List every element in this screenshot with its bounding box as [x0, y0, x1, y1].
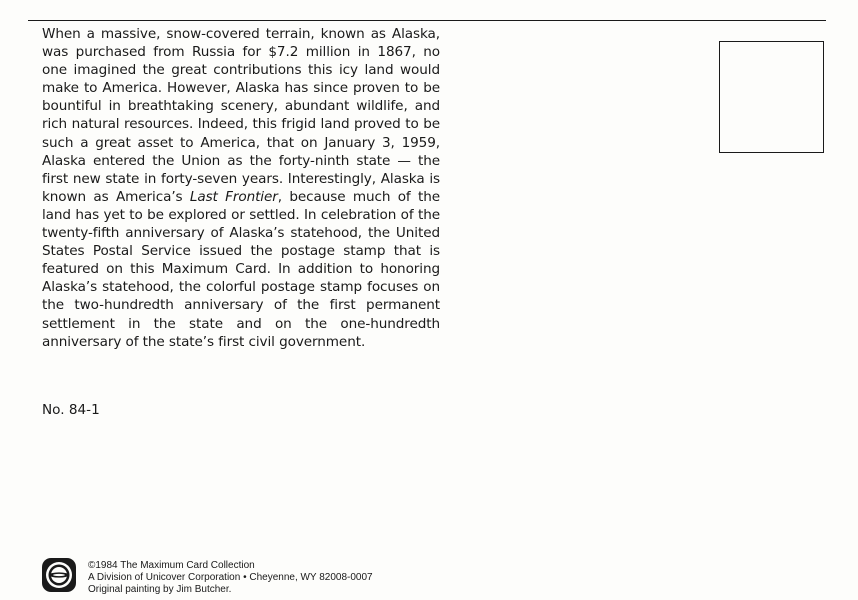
logo-graphic	[42, 558, 76, 592]
maximum-card-logo-icon	[42, 558, 76, 592]
card-number: No. 84-1	[42, 402, 100, 418]
stamp-placement-box	[719, 41, 824, 153]
copyright-line: ©1984 The Maximum Card Collection	[88, 560, 255, 571]
description-text	[42, 25, 440, 351]
description-emphasis: Last Frontier	[189, 188, 278, 205]
top-divider-line	[28, 20, 826, 21]
painting-credit-line: Original painting by Jim Butcher.	[88, 584, 232, 595]
description-part-2: , because much of the land has yet to be explored or settled. In celebration of the twenty-fifth anniversary of Alaska’s statehood, the United States Postal Service issued the postage stamp that is featured on this Maximum Card. In addition to honoring Alaska’s statehood, the colorful postage stamp focuses on the two-hundredth anniversary of the first permanent settlement in the state and on the one-hundredth anniversary of the state’s first civil government.	[42, 188, 440, 350]
publisher-credits	[88, 560, 373, 596]
description-part-1: When a massive, snow-covered terrain, known as Alaska, was purchased from Russia for $7.2 million in 1867, no one imagined the great contributions this icy land would make to America. However, Alaska has since proven to be bountiful in breathtaking scenery, abundant wildlife, and rich natural resources. Indeed, this frigid land proved to be such a great asset to America, that on January 3, 1959, Alaska entered the Union as the forty-ninth state — the first new state in forty-seven years. Interestingly, Alaska is known as America’s	[42, 26, 440, 205]
division-line: A Division of Unicover Corporation • Cheyenne, WY 82008-0007	[88, 572, 373, 583]
